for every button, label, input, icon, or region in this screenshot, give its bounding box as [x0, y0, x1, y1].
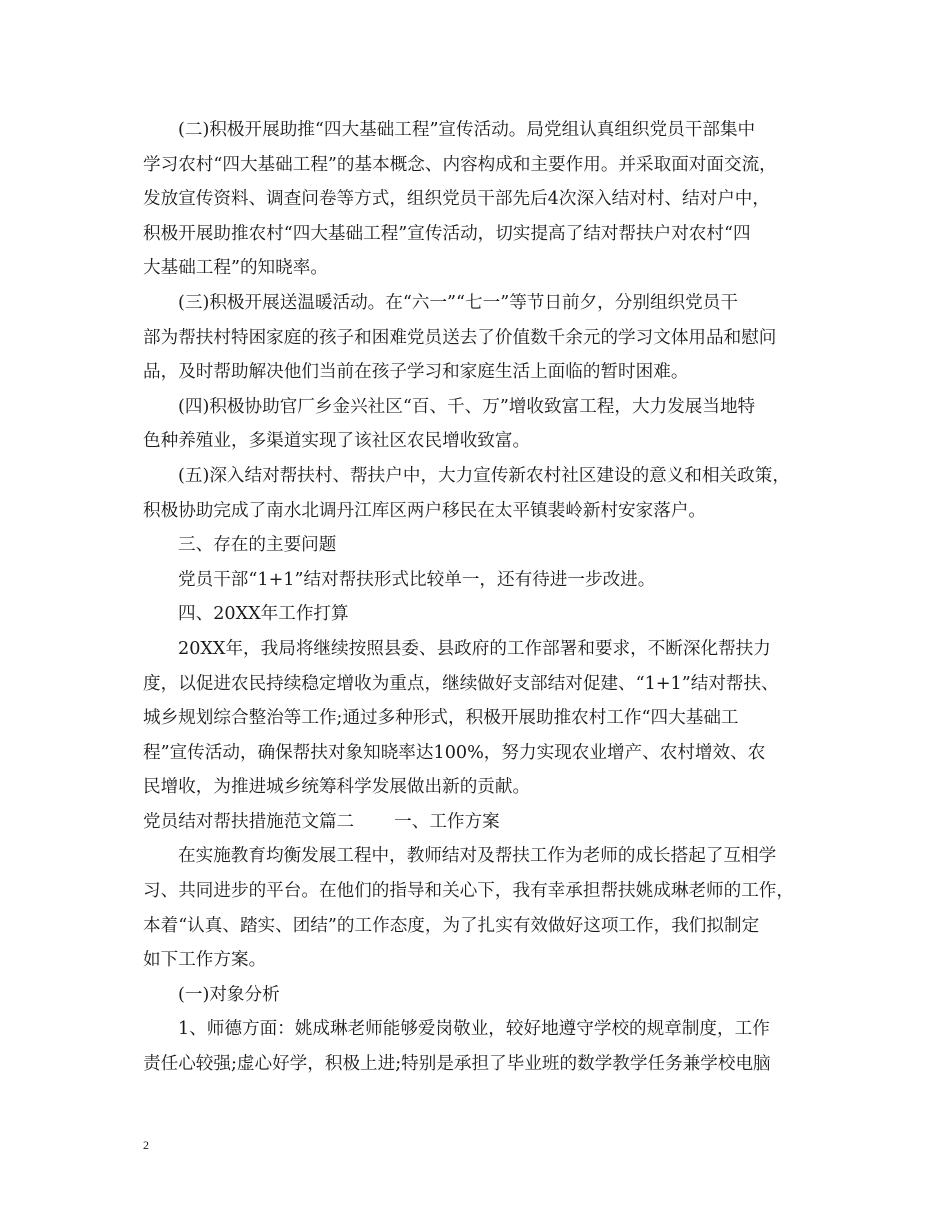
text-line: 程”宣传活动，确保帮扶对象知晓率达100%，努力实现农业增产、农村增效、农 [143, 742, 766, 763]
text-line: 在实施教育均衡发展工程中，教师结对及帮扶工作为老师的成长搭起了互相学 [178, 846, 777, 867]
section-part-one [143, 113, 828, 805]
text-line: (五)深入结对帮扶村、帮扶户中，大力宣传新农村社区建设的意义和相关政策， [178, 465, 790, 486]
heading-subtitle: 一、工作方案 [394, 811, 500, 832]
text-line: 部为帮扶村特困家庭的孩子和困难党员送去了价值数千余元的学习文体用品和慰问 [143, 327, 777, 348]
text-line: (二)积极开展助推“四大基础工程”宣传活动。局党组认真组织党员干部集中 [178, 120, 756, 140]
text-line: 责任心较强;虚心好学，积极上进;特别是承担了毕业班的数学教学任务兼学校电脑 [143, 1054, 771, 1075]
text-line: 色种养殖业，多渠道实现了该社区农民增收致富。 [143, 431, 531, 452]
text-line: 城乡规划综合整治等工作;通过多种形式，积极开展助推农村工作“四大基础工 [143, 708, 739, 729]
text-line: 品，及时帮助解决他们当前在孩子学习和家庭生活上面临的暂时困难。 [143, 362, 689, 383]
text-line: 学习农村“四大基础工程”的基本概念、内容构成和主要作用。并采取面对面交流， [143, 154, 777, 175]
document-body [143, 113, 828, 1082]
text-line: 大基础工程”的知晓率。 [143, 258, 328, 279]
section-part-two [143, 839, 828, 1081]
text-line: (三)积极开展送温暖活动。在“六一”“七一”等节日前夕，分别组织党员干 [178, 292, 738, 313]
text-line: 四、20XX年工作打算 [178, 604, 349, 625]
heading-title: 党员结对帮扶措施范文篇二 [143, 811, 355, 832]
text-line: 党员干部“1+1”结对帮扶形式比较单一，还有待进一步改进。 [178, 569, 656, 590]
text-line: 积极协助完成了南水北调丹江库区两户移民在太平镇裴岭新村安家落户。 [143, 500, 707, 521]
text-line: (一)对象分析 [178, 984, 280, 1005]
text-line: 习、共同进步的平台。在他们的指导和关心下，我有幸承担帮扶姚成琳老师的工作， [143, 881, 794, 902]
text-line: 1、师德方面：姚成琳老师能够爱岗敬业，较好地遵守学校的规章制度，工作 [178, 1019, 770, 1040]
text-line: 三、存在的主要问题 [178, 535, 337, 556]
text-line: 积极开展助推农村“四大基础工程”宣传活动，切实提高了结对帮扶户对农村“四 [143, 223, 751, 244]
page-number: 2 [143, 1138, 149, 1152]
text-line: 民增收，为推进城乡统筹科学发展做出新的贡献。 [143, 777, 531, 798]
text-line: 如下工作方案。 [143, 950, 267, 971]
text-line: 本着“认真、踏实、团结”的工作态度，为了扎实有效做好这项工作，我们拟制定 [143, 915, 760, 936]
text-line: 20XX年，我局将继续按照县委、县政府的工作部署和要求，不断深化帮扶力 [178, 638, 771, 659]
text-line: (四)积极协助官厂乡金兴社区“百、千、万”增收致富工程，大力发展当地特 [178, 396, 756, 417]
section-heading [143, 805, 828, 840]
text-line: 发放宣传资料、调查问卷等方式，组织党员干部先后4次深入结对村、结对户中， [143, 189, 770, 210]
text-line: 度，以促进农民持续稳定增收为重点，继续做好支部结对促建、“1+1”结对帮扶、 [143, 673, 779, 694]
